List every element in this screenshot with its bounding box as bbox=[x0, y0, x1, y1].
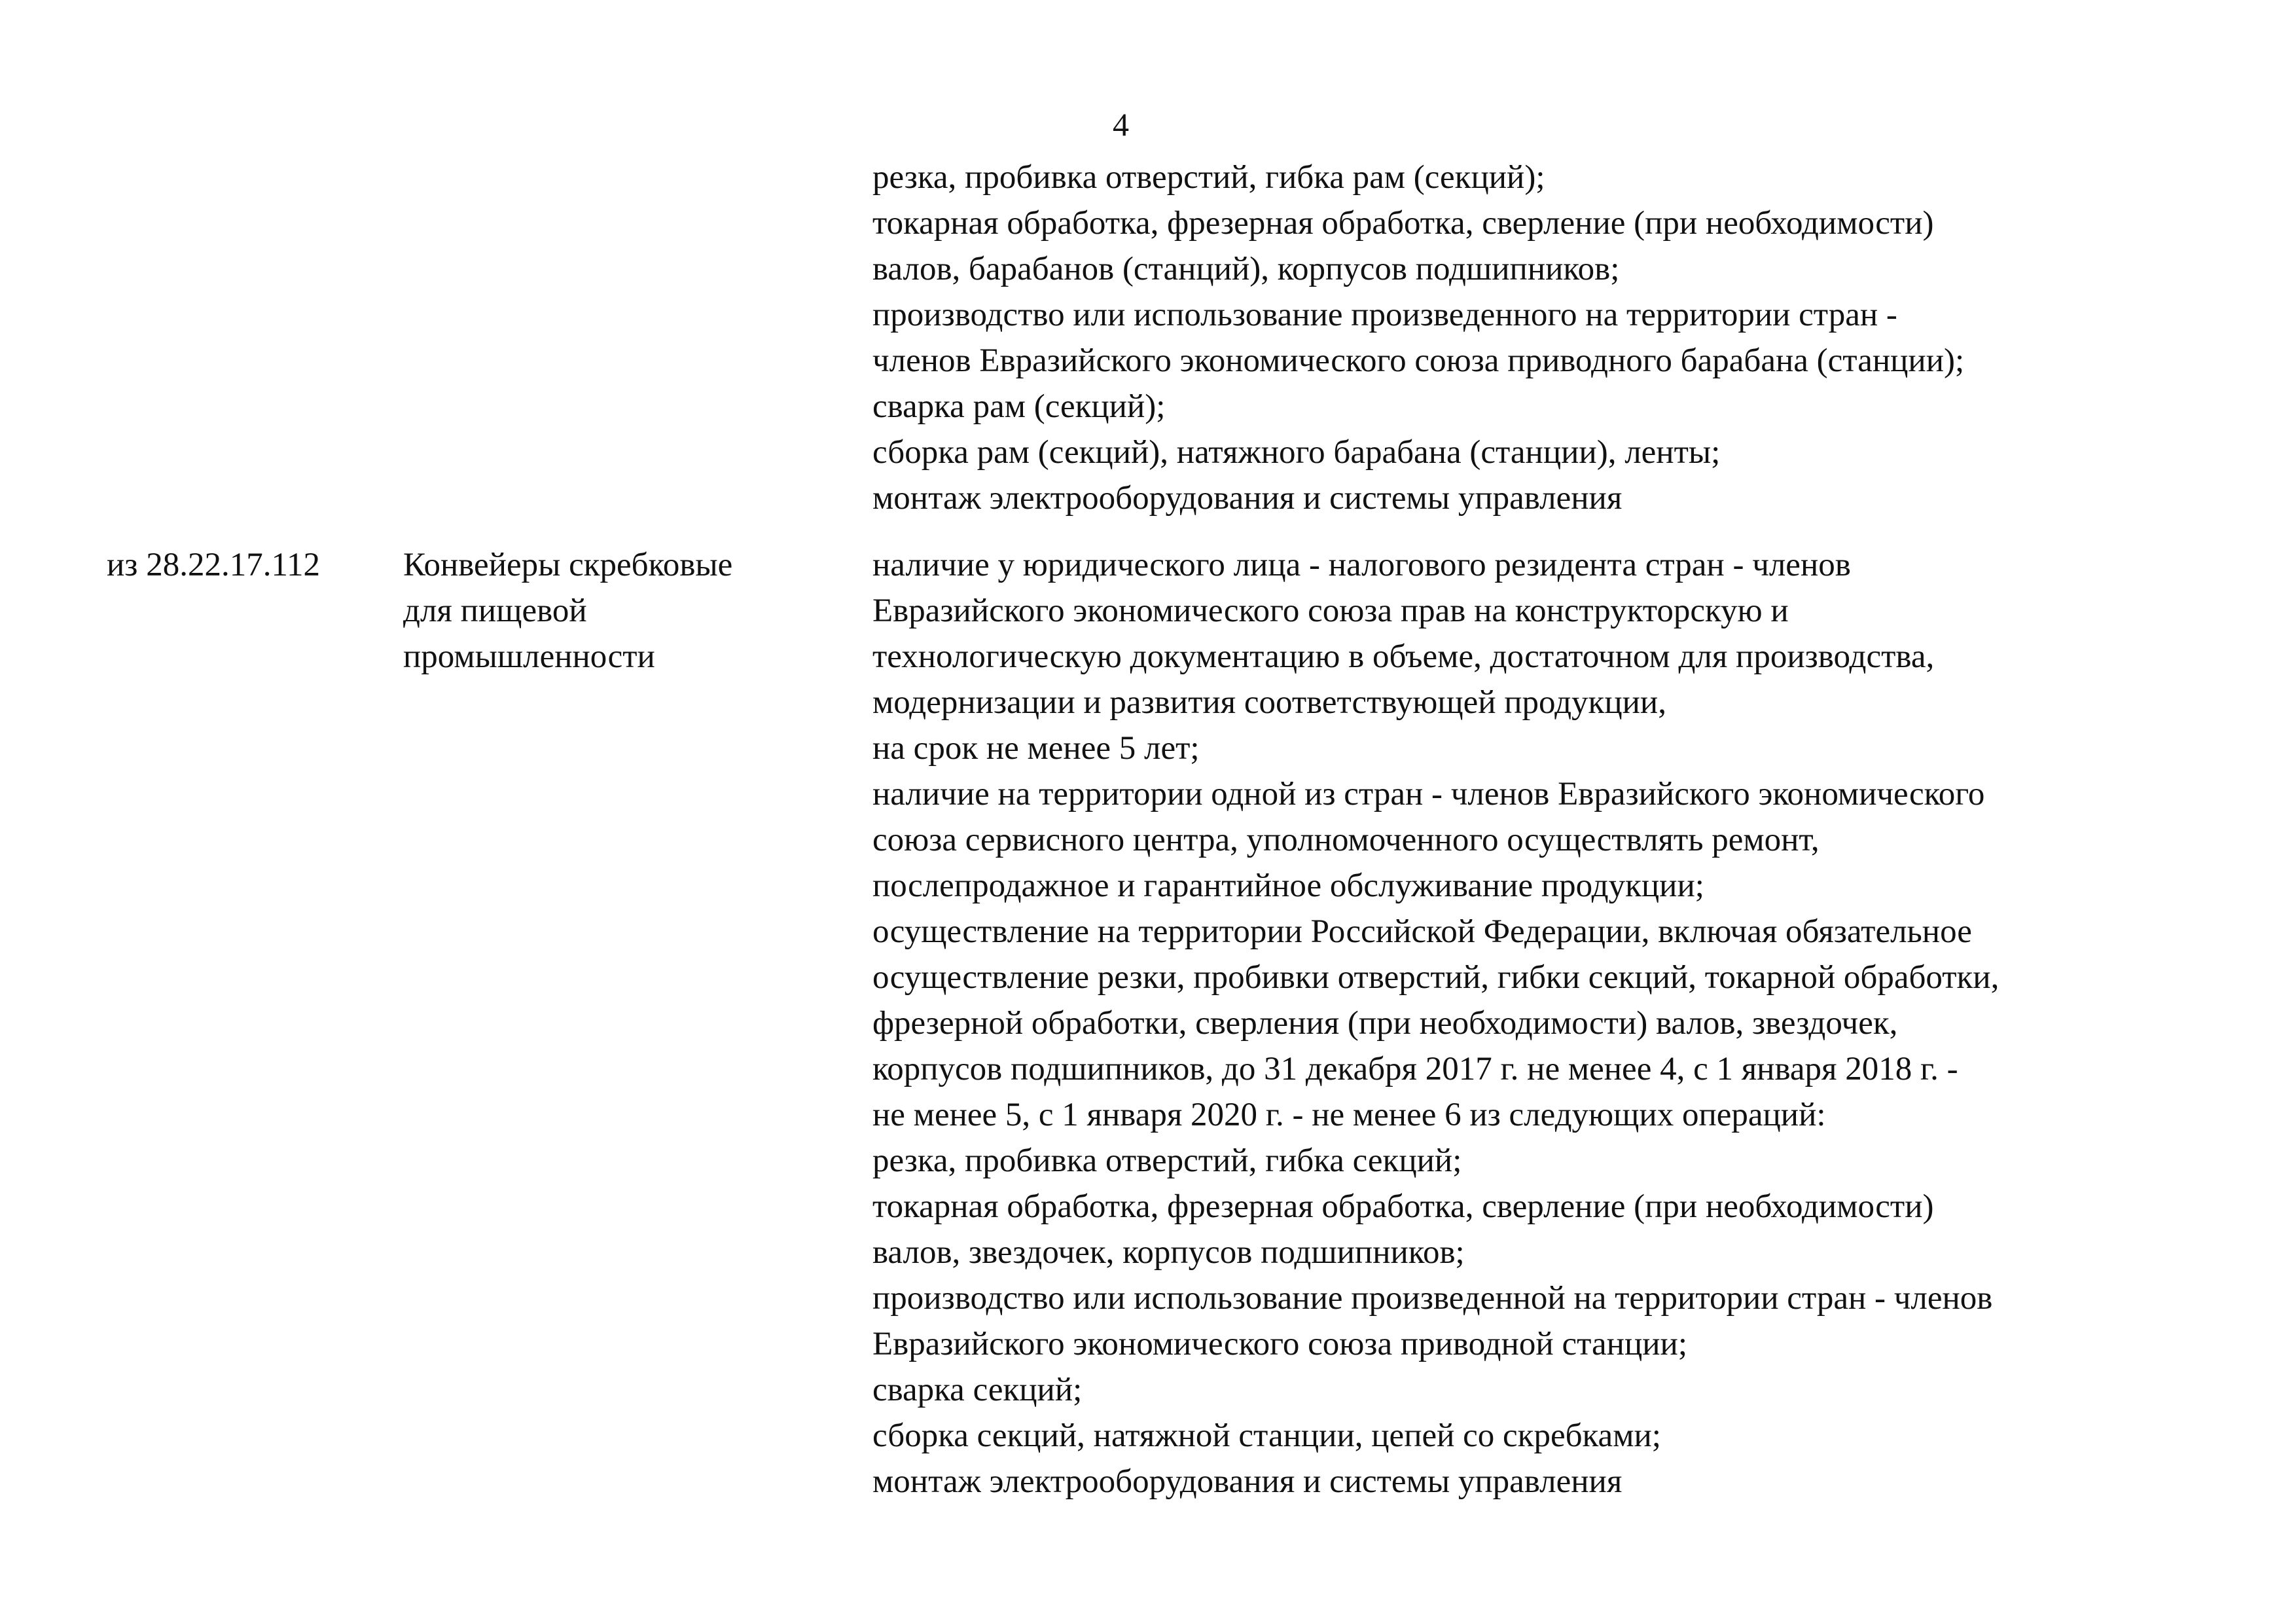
requirement-line: не менее 5, с 1 января 2020 г. - не менее 6 из следующих операций: bbox=[872, 1097, 1826, 1133]
product-name bbox=[403, 542, 732, 680]
requirement-line: сборка секций, натяжной станции, цепей со скребками; bbox=[872, 1417, 1661, 1454]
requirement-line: сборка рам (секций), натяжного барабана (станции), ленты; bbox=[872, 434, 1721, 471]
requirement-line: осуществление резки, пробивки отверстий, гибки секций, токарной обработки, bbox=[872, 959, 2000, 996]
page-number: 4 bbox=[1113, 106, 1129, 143]
requirement-line: союза сервисного центра, уполномоченного осуществлять ремонт, bbox=[872, 822, 1820, 858]
requirement-line: резка, пробивка отверстий, гибка секций; bbox=[872, 1142, 1462, 1179]
requirement-line: токарная обработка, фрезерная обработка, сверление (при необходимости) bbox=[872, 205, 1934, 242]
requirement-line: послепродажное и гарантийное обслуживание продукции; bbox=[872, 867, 1704, 904]
requirement-line: Евразийского экономического союза приводной станции; bbox=[872, 1326, 1687, 1362]
continuation-requirements bbox=[872, 155, 1964, 521]
requirement-line: на срок не менее 5 лет; bbox=[872, 730, 1200, 767]
requirement-line: технологическую документацию в объеме, достаточном для производства, bbox=[872, 638, 1935, 675]
requirement-line: монтаж электрооборудования и системы управления bbox=[872, 1463, 1623, 1500]
requirement-line: монтаж электрооборудования и системы управления bbox=[872, 480, 1623, 517]
requirement-line: сварка рам (секций); bbox=[872, 388, 1166, 425]
requirement-line: осуществление на территории Российской Федерации, включая обязательное bbox=[872, 913, 1972, 950]
requirement-line: валов, барабанов (станций), корпусов подшипников; bbox=[872, 251, 1620, 287]
requirement-line: производство или использование произведенного на территории стран - bbox=[872, 297, 1897, 333]
requirement-line: валов, звездочек, корпусов подшипников; bbox=[872, 1234, 1465, 1271]
product-code: из 28.22.17.112 bbox=[107, 547, 321, 583]
requirement-line: фрезерной обработки, сверления (при необходимости) валов, звездочек, bbox=[872, 1005, 1898, 1042]
requirement-line: сварка секций; bbox=[872, 1372, 1083, 1408]
requirement-line: наличие на территории одной из стран - членов Евразийского экономического bbox=[872, 776, 1985, 812]
product-name-line: Конвейеры скребковые bbox=[403, 547, 733, 583]
requirement-line: производство или использование произведенной на территории стран - членов bbox=[872, 1280, 1993, 1317]
requirement-line: членов Евразийского экономического союза приводного барабана (станции); bbox=[872, 342, 1965, 379]
requirement-line: токарная обработка, фрезерная обработка, сверление (при необходимости) bbox=[872, 1188, 1934, 1225]
requirement-line: наличие у юридического лица - налогового резидента стран - членов bbox=[872, 547, 1851, 583]
requirement-line: Евразийского экономического союза прав на конструкторскую и bbox=[872, 593, 1789, 629]
requirement-line: модернизации и развития соответствующей продукции, bbox=[872, 684, 1666, 721]
product-name-line: промышленности bbox=[403, 638, 655, 675]
requirement-line: резка, пробивка отверстий, гибка рам (секций); bbox=[872, 159, 1545, 196]
product-requirements bbox=[872, 542, 1999, 1504]
requirement-line: корпусов подшипников, до 31 декабря 2017 г. не менее 4, с 1 января 2018 г. - bbox=[872, 1051, 1958, 1087]
product-name-line: для пищевой bbox=[403, 593, 587, 629]
